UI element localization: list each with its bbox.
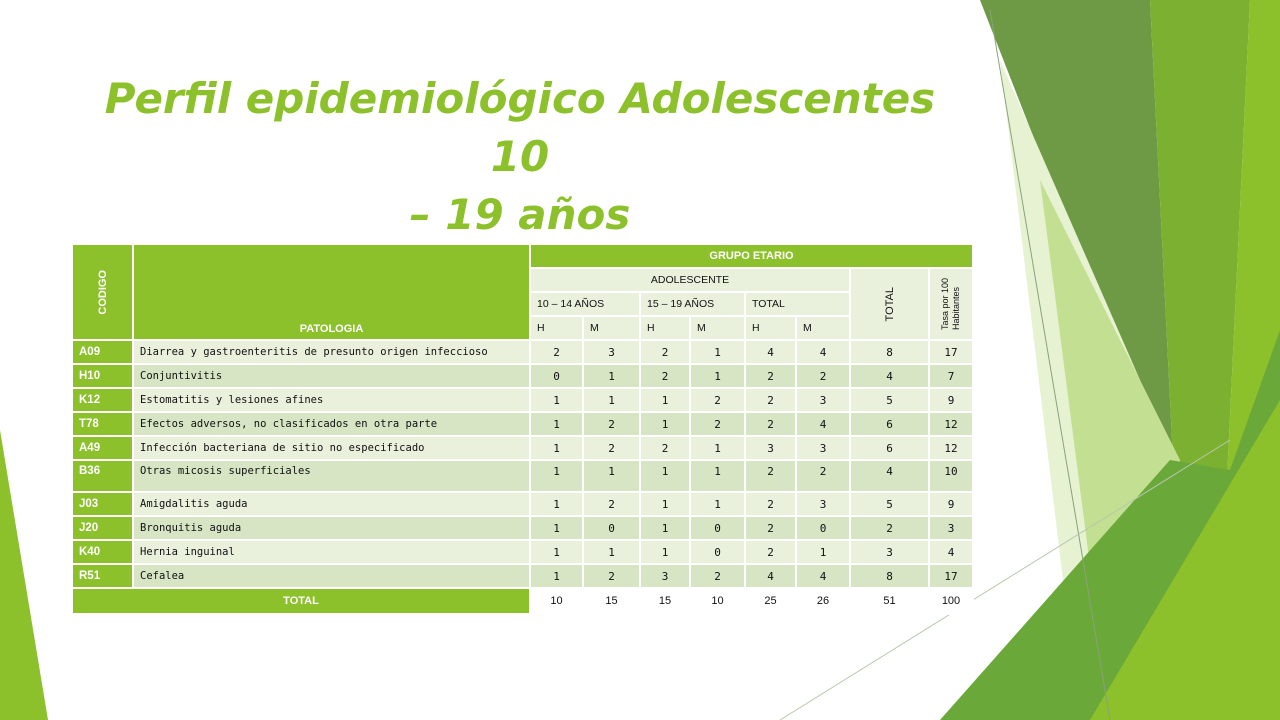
table-row xyxy=(72,388,973,412)
cell-m-15-19: 1 xyxy=(690,340,745,364)
header-age-15-19: 15 – 19 AÑOS xyxy=(640,292,745,316)
cell-h-10-14: 1 xyxy=(530,460,583,492)
header-adolescente: ADOLESCENTE xyxy=(530,268,850,292)
row-patologia: Diarrea y gastroenteritis de presunto origen infeccioso xyxy=(133,340,530,364)
cell-m-10-14: 0 xyxy=(583,516,640,540)
cell-total: 6 xyxy=(850,412,929,436)
table-row xyxy=(72,364,973,388)
cell-h-15-19: 2 xyxy=(640,364,690,388)
cell-tasa: 9 xyxy=(929,492,973,516)
cell-h-total: 4 xyxy=(745,564,796,588)
cell-m-15-19: 2 xyxy=(690,412,745,436)
cell-m-total: 4 xyxy=(796,412,850,436)
cell-m-total: 2 xyxy=(796,460,850,492)
cell-m-total: 3 xyxy=(796,388,850,412)
cell-m-total: 2 xyxy=(796,364,850,388)
header-h: H xyxy=(745,316,796,340)
cell-tasa: 12 xyxy=(929,412,973,436)
cell-m-10-14: 2 xyxy=(583,564,640,588)
cell-m-total: 1 xyxy=(796,540,850,564)
cell-m-10-14: 2 xyxy=(583,436,640,460)
row-code: T78 xyxy=(72,412,133,436)
cell-total: 8 xyxy=(850,564,929,588)
cell-h-10-14: 2 xyxy=(530,340,583,364)
header-m: M xyxy=(690,316,745,340)
cell-h-total: 2 xyxy=(745,364,796,388)
cell-m-15-19: 2 xyxy=(690,388,745,412)
row-patologia: Conjuntivitis xyxy=(133,364,530,388)
total-h-15-19: 15 xyxy=(640,588,690,614)
cell-h-10-14: 1 xyxy=(530,388,583,412)
total-total: 51 xyxy=(850,588,929,614)
row-patologia: Cefalea xyxy=(133,564,530,588)
row-code: A09 xyxy=(72,340,133,364)
cell-tasa: 10 xyxy=(929,460,973,492)
cell-m-15-19: 0 xyxy=(690,540,745,564)
epidemiology-table xyxy=(71,243,974,615)
cell-h-15-19: 3 xyxy=(640,564,690,588)
cell-h-total: 2 xyxy=(745,412,796,436)
row-code: B36 xyxy=(72,460,133,492)
cell-m-10-14: 3 xyxy=(583,340,640,364)
cell-h-10-14: 1 xyxy=(530,492,583,516)
cell-tasa: 4 xyxy=(929,540,973,564)
totals-label: TOTAL xyxy=(72,588,530,614)
header-m: M xyxy=(796,316,850,340)
cell-h-total: 2 xyxy=(745,388,796,412)
header-age-10-14: 10 – 14 AÑOS xyxy=(530,292,640,316)
cell-m-15-19: 0 xyxy=(690,516,745,540)
slide-title xyxy=(70,70,970,244)
cell-tasa: 17 xyxy=(929,564,973,588)
table-row xyxy=(72,460,973,492)
cell-h-total: 2 xyxy=(745,540,796,564)
row-code: J20 xyxy=(72,516,133,540)
row-patologia: Otras micosis superficiales xyxy=(133,460,530,492)
cell-total: 4 xyxy=(850,460,929,492)
cell-m-10-14: 1 xyxy=(583,364,640,388)
cell-total: 5 xyxy=(850,492,929,516)
header-h: H xyxy=(640,316,690,340)
header-age-total: TOTAL xyxy=(745,292,850,316)
row-patologia: Amigdalitis aguda xyxy=(133,492,530,516)
cell-h-total: 2 xyxy=(745,460,796,492)
row-patologia: Bronquitis aguda xyxy=(133,516,530,540)
header-total-col: TOTAL xyxy=(850,268,929,340)
cell-h-15-19: 1 xyxy=(640,412,690,436)
row-code: J03 xyxy=(72,492,133,516)
total-tasa: 100 xyxy=(929,588,973,614)
table-row xyxy=(72,340,973,364)
cell-h-10-14: 0 xyxy=(530,364,583,388)
cell-m-10-14: 2 xyxy=(583,492,640,516)
total-m-total: 26 xyxy=(796,588,850,614)
cell-h-15-19: 1 xyxy=(640,492,690,516)
cell-total: 8 xyxy=(850,340,929,364)
cell-h-total: 2 xyxy=(745,516,796,540)
cell-h-total: 3 xyxy=(745,436,796,460)
left-green-sliver xyxy=(0,430,48,720)
row-code: A49 xyxy=(72,436,133,460)
cell-h-15-19: 2 xyxy=(640,340,690,364)
cell-total: 2 xyxy=(850,516,929,540)
total-m-15-19: 10 xyxy=(690,588,745,614)
header-h: H xyxy=(530,316,583,340)
row-code: K12 xyxy=(72,388,133,412)
cell-m-total: 3 xyxy=(796,492,850,516)
header-grupo-etario: GRUPO ETARIO xyxy=(530,244,973,268)
slide-title-line-1: Perfil epidemiológico Adolescentes 10 xyxy=(104,74,936,181)
table-row xyxy=(72,492,973,516)
table-row xyxy=(72,436,973,460)
cell-tasa: 12 xyxy=(929,436,973,460)
cell-total: 3 xyxy=(850,540,929,564)
cell-h-15-19: 2 xyxy=(640,436,690,460)
cell-m-total: 4 xyxy=(796,340,850,364)
totals-row xyxy=(72,588,973,614)
header-tasa: Tasa por 100 Habitantes xyxy=(929,268,973,340)
cell-h-10-14: 1 xyxy=(530,516,583,540)
total-h-10-14: 10 xyxy=(530,588,583,614)
header-m: M xyxy=(583,316,640,340)
cell-h-15-19: 1 xyxy=(640,388,690,412)
cell-m-15-19: 1 xyxy=(690,364,745,388)
total-m-10-14: 15 xyxy=(583,588,640,614)
cell-tasa: 9 xyxy=(929,388,973,412)
cell-m-15-19: 1 xyxy=(690,436,745,460)
cell-m-total: 4 xyxy=(796,564,850,588)
cell-h-total: 2 xyxy=(745,492,796,516)
row-code: R51 xyxy=(72,564,133,588)
total-h-total: 25 xyxy=(745,588,796,614)
table-row xyxy=(72,516,973,540)
cell-h-10-14: 1 xyxy=(530,412,583,436)
cell-m-10-14: 1 xyxy=(583,540,640,564)
cell-m-10-14: 1 xyxy=(583,388,640,412)
table-row xyxy=(72,564,973,588)
cell-m-10-14: 1 xyxy=(583,460,640,492)
row-patologia: Infección bacteriana de sitio no especificado xyxy=(133,436,530,460)
row-patologia: Hernia inguinal xyxy=(133,540,530,564)
cell-m-15-19: 1 xyxy=(690,460,745,492)
cell-h-15-19: 1 xyxy=(640,516,690,540)
slide-title-line-2: – 19 años xyxy=(409,190,631,239)
cell-m-total: 0 xyxy=(796,516,850,540)
cell-tasa: 17 xyxy=(929,340,973,364)
cell-h-10-14: 1 xyxy=(530,436,583,460)
cell-m-total: 3 xyxy=(796,436,850,460)
table-row xyxy=(72,540,973,564)
cell-h-10-14: 1 xyxy=(530,540,583,564)
row-code: K40 xyxy=(72,540,133,564)
cell-tasa: 3 xyxy=(929,516,973,540)
table-row xyxy=(72,412,973,436)
cell-total: 5 xyxy=(850,388,929,412)
cell-tasa: 7 xyxy=(929,364,973,388)
cell-total: 4 xyxy=(850,364,929,388)
row-patologia: Estomatitis y lesiones afines xyxy=(133,388,530,412)
cell-total: 6 xyxy=(850,436,929,460)
cell-h-total: 4 xyxy=(745,340,796,364)
cell-m-15-19: 2 xyxy=(690,564,745,588)
row-code: H10 xyxy=(72,364,133,388)
cell-m-10-14: 2 xyxy=(583,412,640,436)
cell-h-15-19: 1 xyxy=(640,460,690,492)
cell-h-15-19: 1 xyxy=(640,540,690,564)
row-patologia: Efectos adversos, no clasificados en otra parte xyxy=(133,412,530,436)
cell-h-10-14: 1 xyxy=(530,564,583,588)
cell-m-15-19: 1 xyxy=(690,492,745,516)
header-patologia: PATOLOGIA xyxy=(133,244,530,340)
header-codigo: CODIGO xyxy=(72,244,133,340)
